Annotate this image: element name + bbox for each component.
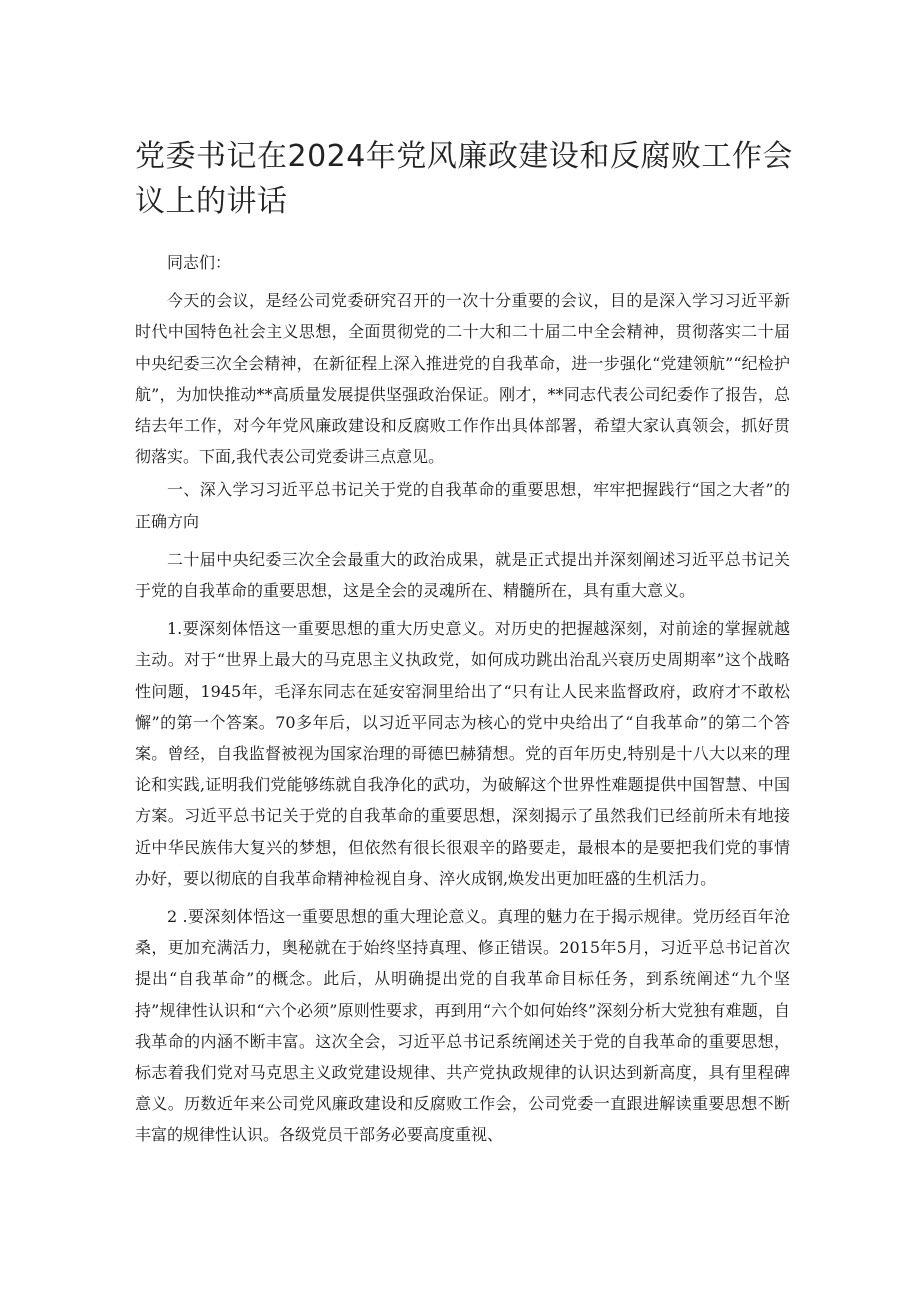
paragraph-point-2: 2 .要深刻体悟这一重要思想的重大理论意义。真理的魅力在于揭示规律。党历经百年沧桑，更加充满活力，奥秘就在于始终坚持真理、修正错误。2015年5月，习近平总书记首次提出“自我革命”的概念。此后，从明确提出党的自我革命目标任务，到系统阐述“九个坚持”规律性认识和“六个必须”原则性要求，再到用“六个如何始终”深刻分析大党独有难题，自我革命的内涵不断丰富。这次全会，习近平总书记系统阐述关于党的自我革命的重要思想，标志着我们党对马克思主义政党建设规律、共产党执政规律的认识达到新高度，具有里程碑意义。历数近年来公司党风廉政建设和反腐败工作会，公司党委一直跟进解读重要思想不断丰富的规律性认识。各级党员干部务必要高度重视、 (135, 907, 790, 1145)
document-title: 党委书记在2024年党风廉政建设和反腐败工作会议上的讲话 (135, 139, 793, 219)
section-heading-1: 一、深入学习习近平总书记关于党的自我革命的重要思想，牢牢把握践行“国之大者”的正确方向 (135, 480, 790, 531)
salutation: 同志们： (167, 253, 232, 272)
document-body (135, 247, 790, 1151)
paragraph-point-1: 1.要深刻体悟这一重要思想的重大历史意义。对历史的把握越深刻，对前途的掌握就越主动。对于“世界上最大的马克思主义执政党，如何成功跳出治乱兴衰历史周期率”这个战略性问题，1945年，毛泽东同志在延安窑洞里给出了“只有让人民来监督政府，政府才不敢松懈”的第一个答案。70多年后，以习近平同志为核心的党中央给出了“自我革命”的第二个答案。曾经，自我监督被视为国家治理的哥德巴赫猜想。党的百年历史,特别是十八大以来的理论和实践,证明我们党能够练就自我净化的武功，为破解这个世界性难题提供中国智慧、中国方案。习近平总书记关于党的自我革命的重要思想，深刻揭示了虽然我们已经前所未有地接近中华民族伟大复兴的梦想，但依然有很长很艰辛的路要走，最根本的是要把我们党的事情办好，要以彻底的自我革命精神检视自身、淬火成钢,焕发出更加旺盛的生机活力。 (135, 619, 790, 888)
paragraph-opening: 今天的会议，是经公司党委研究召开的一次十分重要的会议，目的是深入学习习近平新时代中国特色社会主义思想，全面贯彻党的二十大和二十届二中全会精神，贯彻落实二十届中央纪委三次全会精神，在新征程上深入推进党的自我革命，进一步强化“党建领航”“纪检护航”，为加快推动**高质量发展提供坚强政治保证。刚才，**同志代表公司纪委作了报告，总结去年工作，对今年党风廉政建设和反腐败工作作出具体部署，希望大家认真领会，抓好贯彻落实。下面,我代表公司党委讲三点意见。 (135, 291, 790, 467)
paragraph-section-intro: 二十届中央纪委三次全会最重大的政治成果，就是正式提出并深刻阐述习近平总书记关于党的自我革命的重要思想，这是全会的灵魂所在、精髓所在，具有重大意义。 (135, 549, 790, 601)
